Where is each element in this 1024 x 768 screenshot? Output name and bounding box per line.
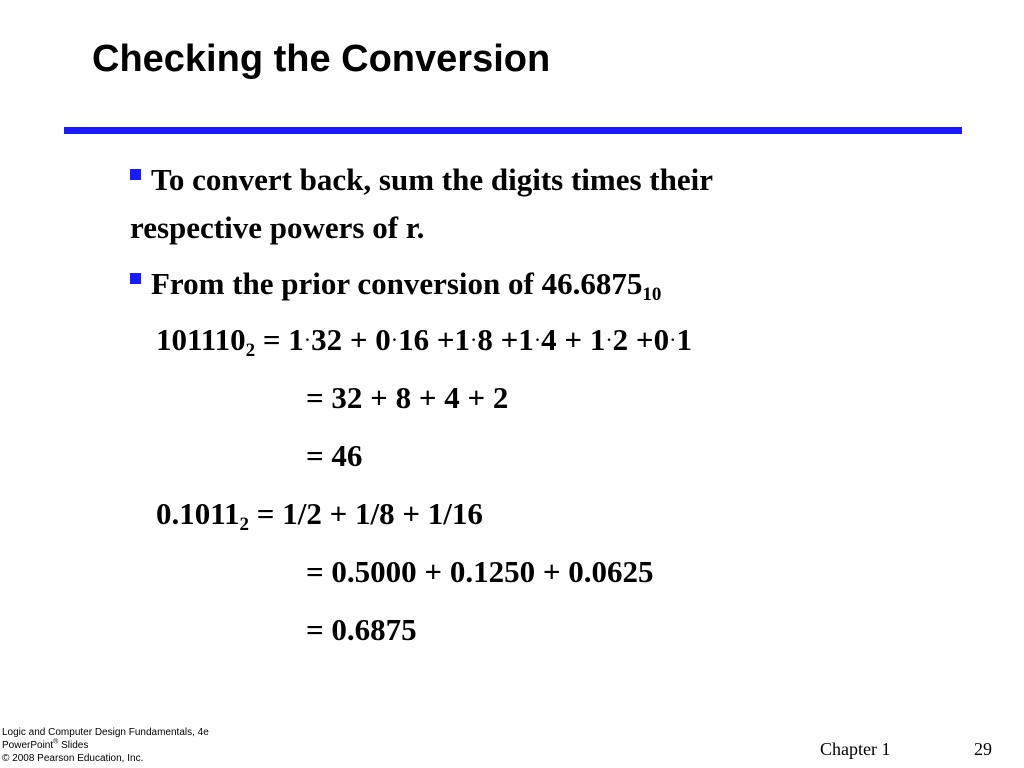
title-underline-bar: [64, 127, 962, 134]
slide-title: Checking the Conversion: [92, 38, 551, 80]
square-bullet-icon: [130, 169, 141, 180]
multiply-dot: ·: [391, 332, 398, 349]
bullet-item-convert-back: [130, 158, 713, 202]
bullet-item-prior-conversion: [130, 262, 661, 306]
bullet-text-line-2: respective powers of r.: [130, 210, 425, 245]
multiply-dot: ·: [304, 332, 311, 349]
binary-fraction: 0.1011: [156, 496, 240, 531]
expansion-term: = 1: [255, 322, 304, 357]
footer-page-number: 29: [974, 739, 992, 759]
multiply-dot: ·: [471, 332, 477, 349]
fraction-sum-step: = 0.5000 + 0.1250 + 0.0625: [306, 554, 654, 589]
fraction-expansion-line: [156, 492, 483, 536]
bullet-text-line-1: To convert back, sum the digits times their: [151, 162, 713, 197]
expansion-term: 16 +1: [398, 322, 471, 357]
base-subscript: 2: [239, 514, 250, 535]
integer-expansion-line: [156, 318, 692, 363]
integer-sum-step: = 32 + 8 + 4 + 2: [306, 380, 509, 415]
footer-slides-line: [2, 739, 209, 752]
integer-result: = 46: [306, 438, 363, 473]
expansion-term: 1: [676, 322, 692, 357]
expansion-term: 2 +0: [612, 322, 670, 357]
expansion-term: 32 + 0: [311, 322, 391, 357]
registered-mark: ®: [53, 738, 59, 746]
multiply-dot: ·: [534, 332, 541, 349]
footer-copyright: © 2008 Pearson Education, Inc.: [2, 753, 144, 764]
base-subscript: 2: [245, 340, 256, 361]
binary-integer: 101110: [156, 322, 246, 357]
footer-chapter: Chapter 1: [820, 739, 891, 759]
footer-slides: Slides: [58, 740, 89, 751]
footer-book-title: Logic and Computer Design Fundamentals, 4e: [2, 727, 209, 738]
expansion-term: 4 + 1: [541, 322, 606, 357]
bullet-text: From the prior conversion of 46.6875: [151, 266, 643, 301]
fraction-result: = 0.6875: [306, 612, 417, 647]
multiply-dot: ·: [606, 332, 612, 349]
base-subscript: 10: [642, 284, 662, 305]
expansion-term: 8 +1: [477, 322, 534, 357]
square-bullet-icon: [130, 273, 141, 284]
fraction-expression: = 1/2 + 1/8 + 1/16: [249, 496, 483, 531]
multiply-dot: ·: [670, 332, 676, 349]
footer-book-credit: [2, 726, 209, 765]
footer-powerpoint: PowerPoint: [2, 740, 54, 751]
